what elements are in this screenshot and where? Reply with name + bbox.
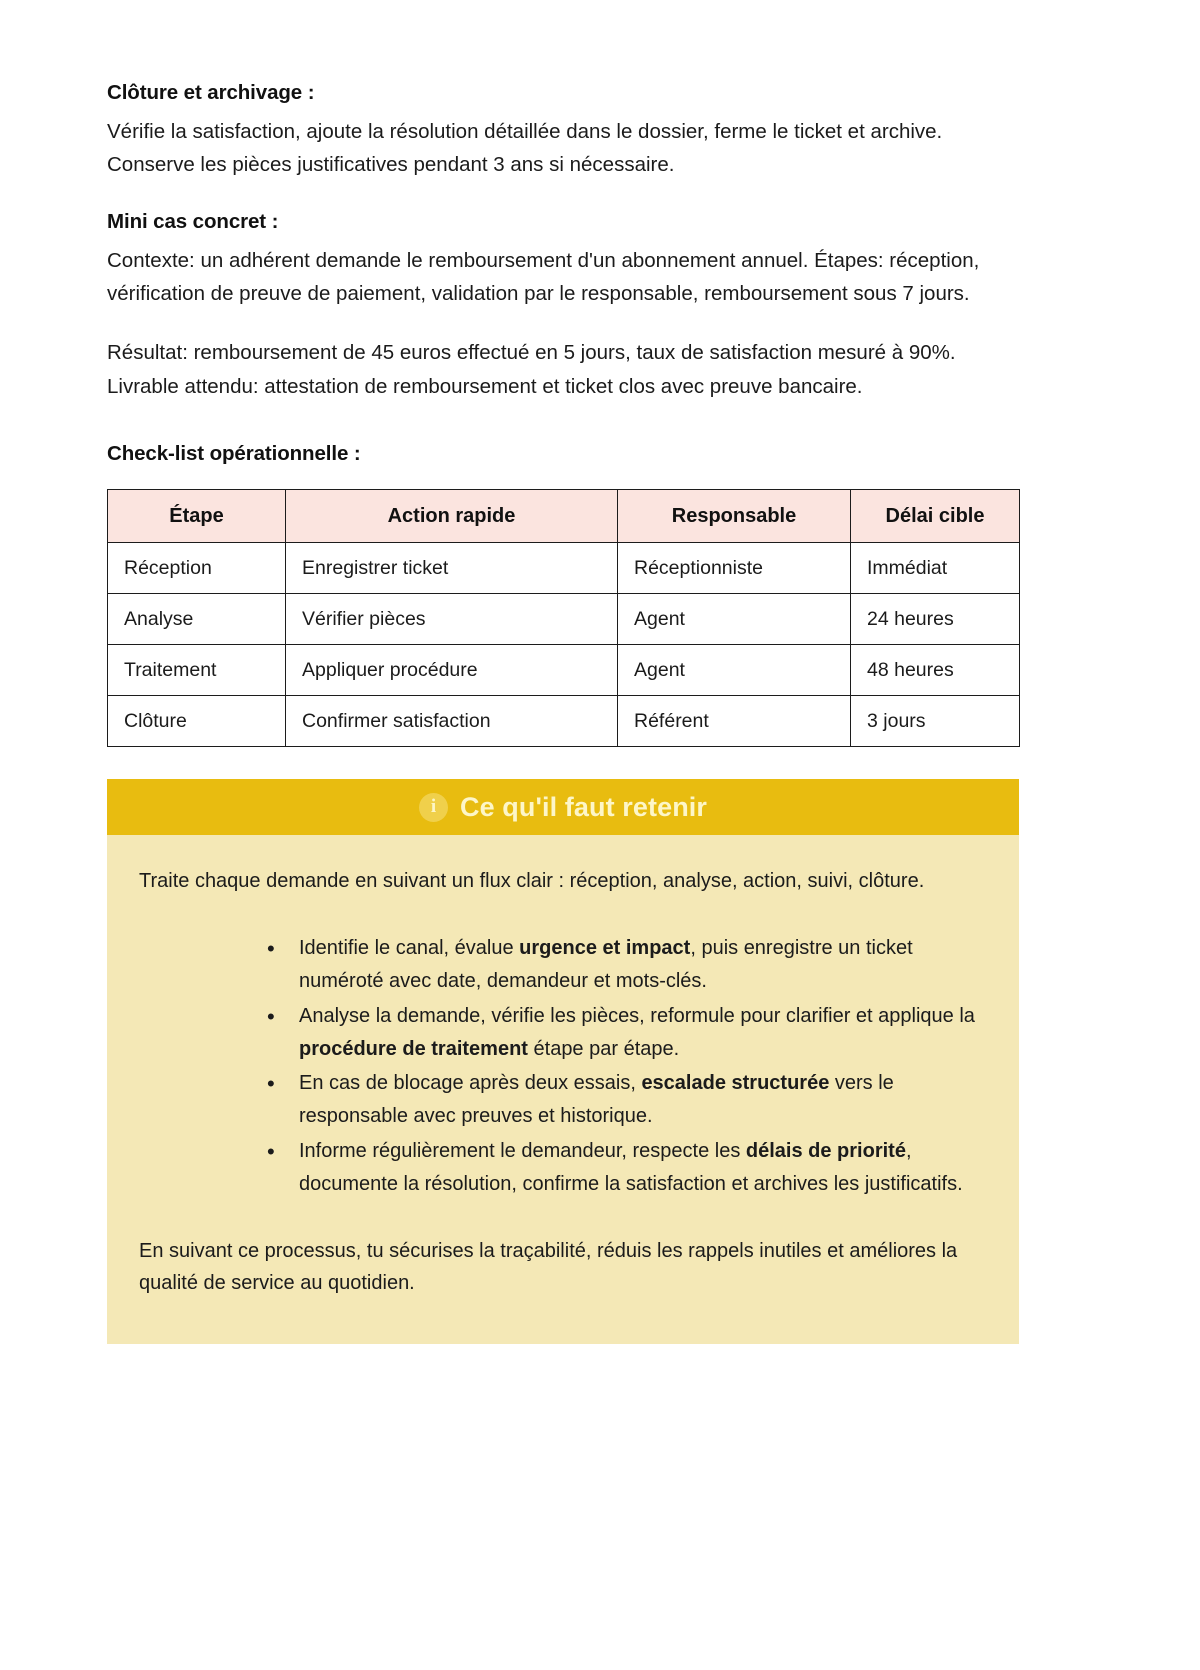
cell-etape: Analyse xyxy=(108,594,286,645)
cell-responsable: Agent xyxy=(618,645,851,696)
cell-delai: Immédiat xyxy=(851,543,1020,594)
checklist-table xyxy=(107,489,1020,747)
cell-etape: Clôture xyxy=(108,696,286,747)
info-icon: i xyxy=(419,793,448,822)
table-row xyxy=(108,645,1020,696)
table-row xyxy=(108,696,1020,747)
bullet-emphasis: escalade structurée xyxy=(641,1072,830,1095)
callout-header xyxy=(107,779,1019,835)
bullet-text: étape par étape. xyxy=(527,1037,680,1060)
callout-bullet-list xyxy=(139,932,985,1200)
callout-intro: Traite chaque demande en suivant un flux clair : réception, analyse, action, suivi, clôture. xyxy=(139,870,925,893)
key-takeaway-callout xyxy=(107,779,1019,1344)
callout-bullet-item xyxy=(267,1000,985,1066)
bullet-text: Identifie le canal, évalue xyxy=(299,937,520,960)
cell-action: Appliquer procédure xyxy=(286,645,618,696)
bullet-text: Informe régulièrement le demandeur, respecte les xyxy=(299,1140,746,1163)
callout-outro: En suivant ce processus, tu sécurises la traçabilité, réduis les rappels inutiles et améliores la qualité de service au quotidien. xyxy=(139,1239,958,1295)
column-header-action-rapide: Action rapide xyxy=(286,490,618,543)
bullet-text: En cas de blocage après deux essais, xyxy=(299,1072,642,1095)
checklist-heading: Check-list opérationnelle : xyxy=(107,441,361,465)
callout-body xyxy=(107,835,1019,1344)
bullet-text: Analyse la demande, vérifie les pièces, reformule pour clarifier et applique la xyxy=(299,1004,975,1027)
cell-delai: 48 heures xyxy=(851,645,1020,696)
bullet-text: , puis enregistre un ticket numéroté avec date, demandeur et mots-clés. xyxy=(299,937,913,993)
section-paragraph-result: Résultat: remboursement de 45 euros effectué en 5 jours, taux de satisfaction mesuré à 90%. Livrable attendu: attestation de remboursement et ticket clos avec preuve bancaire. xyxy=(107,341,956,398)
cell-action: Confirmer satisfaction xyxy=(286,696,618,747)
cell-action: Vérifier pièces xyxy=(286,594,618,645)
bullet-emphasis: urgence et impact xyxy=(519,937,691,960)
checklist-table-wrapper xyxy=(107,489,1095,747)
cell-responsable: Réceptionniste xyxy=(618,543,851,594)
cell-etape: Réception xyxy=(108,543,286,594)
table-row xyxy=(108,543,1020,594)
cell-delai: 24 heures xyxy=(851,594,1020,645)
section-heading: Clôture et archivage : xyxy=(107,81,315,104)
section-paragraph: Contexte: un adhérent demande le remboursement d'un abonnement annuel. Étapes: réception, vérification de preuve de paiement, validation par le responsable, remboursement sous 7 jours. xyxy=(107,248,980,306)
cell-delai: 3 jours xyxy=(851,696,1020,747)
cell-responsable: Agent xyxy=(618,594,851,645)
bullet-emphasis: délais de priorité xyxy=(745,1140,906,1163)
cell-action: Enregistrer ticket xyxy=(286,543,618,594)
bullet-text: vers le responsable avec preuves et historique. xyxy=(299,1072,894,1128)
callout-bullet-item xyxy=(267,1067,985,1133)
table-head xyxy=(108,490,1020,543)
callout-bullet-item xyxy=(267,932,985,998)
cell-etape: Traitement xyxy=(108,645,286,696)
bullet-text: , documente la résolution, confirme la satisfaction et archives les justificatifs. xyxy=(299,1140,963,1195)
table-header-row xyxy=(108,490,1020,543)
table-body xyxy=(108,543,1020,747)
callout-bullet-item xyxy=(267,1135,985,1201)
section-cloture-archivage xyxy=(107,78,1095,181)
column-header-delai-cible: Délai cible xyxy=(851,490,1020,543)
section-mini-cas-concret xyxy=(107,207,1095,403)
column-header-etape: Étape xyxy=(108,490,286,543)
cell-responsable: Référent xyxy=(618,696,851,747)
section-heading: Mini cas concret : xyxy=(107,210,279,234)
callout-title: Ce qu'il faut retenir xyxy=(459,791,708,822)
section-paragraph: Vérifie la satisfaction, ajoute la résolution détaillée dans le dossier, ferme le ticket et archive. Conserve les pièces justificatives pendant 3 ans si nécessaire. xyxy=(107,119,943,176)
bullet-emphasis: procédure de traitement xyxy=(299,1037,528,1060)
column-header-responsable: Responsable xyxy=(618,490,851,543)
table-row xyxy=(108,594,1020,645)
